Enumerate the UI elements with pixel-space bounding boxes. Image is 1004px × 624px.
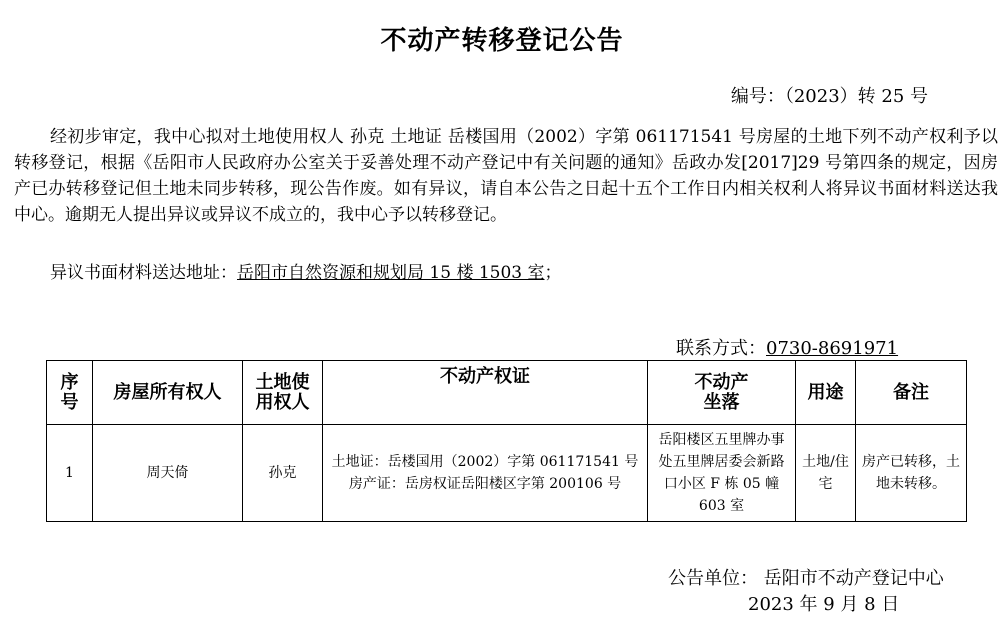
announcement-paragraph: 经初步审定，我中心拟对土地使用权人 孙克 土地证 岳楼国用（2002）字第 061171541 号房屋的土地下列不动产权利予以转移登记，根据《岳阳市人民政府办公室关于妥善处理不动产登记中有关问题的通知》岳政办发[2017]29 号第四条的规定，因房产已办转移登记但土地未同步转移，现公告作废。如有异议，请自本公告之日起十五个工作日内相关权利人将异议书面材料送达我中心。逾期无人提出异议或异议不成立的，我中心予以转移登记。 xyxy=(14,127,998,225)
cell-land-user: 孙克 xyxy=(243,425,323,522)
header-use: 用途 xyxy=(796,361,856,425)
cell-use: 土地/住宅 xyxy=(796,425,856,522)
objection-address: 岳阳市自然资源和规划局 15 楼 1503 室 xyxy=(237,263,545,283)
cell-cert xyxy=(323,425,648,522)
contact-line xyxy=(676,334,898,360)
header-location: 不动产坐落 xyxy=(648,361,796,425)
document-number: 编号：（2023）转 25 号 xyxy=(730,86,928,107)
contact-label: 联系方式： xyxy=(676,338,766,359)
header-owner: 房屋所有权人 xyxy=(93,361,243,425)
objection-label: 异议书面材料送达地址： xyxy=(50,263,237,283)
registration-table xyxy=(46,360,967,522)
header-seq: 序号 xyxy=(47,361,93,425)
cell-seq: 1 xyxy=(47,425,93,522)
issuing-unit: 公告单位： 岳阳市不动产登记中心 xyxy=(668,568,944,589)
page-title: 不动产转移登记公告 xyxy=(380,26,624,56)
header-land-user: 土地使用权人 xyxy=(243,361,323,425)
cert-land: 土地证：岳楼国用（2002）字第 061171541 号 xyxy=(331,454,639,470)
cell-remark: 房产已转移，土地未转移。 xyxy=(856,425,967,522)
objection-suffix: ； xyxy=(544,263,562,283)
objection-address-line xyxy=(50,258,562,283)
cell-owner: 周天倚 xyxy=(93,425,243,522)
header-remark: 备注 xyxy=(856,361,967,425)
header-cert: 不动产权证 xyxy=(323,361,648,425)
table-row xyxy=(47,425,967,522)
contact-phone: 0730-8691971 xyxy=(766,338,899,359)
cert-house: 房产证：岳房权证岳阳楼区字第 200106 号 xyxy=(348,476,622,492)
issue-date: 2023 年 9 月 8 日 xyxy=(748,594,900,615)
cell-location: 岳阳楼区五里牌办事处五里牌居委会新路口小区 F 栋 05 幢 603 室 xyxy=(648,425,796,522)
table-header-row xyxy=(47,361,967,425)
